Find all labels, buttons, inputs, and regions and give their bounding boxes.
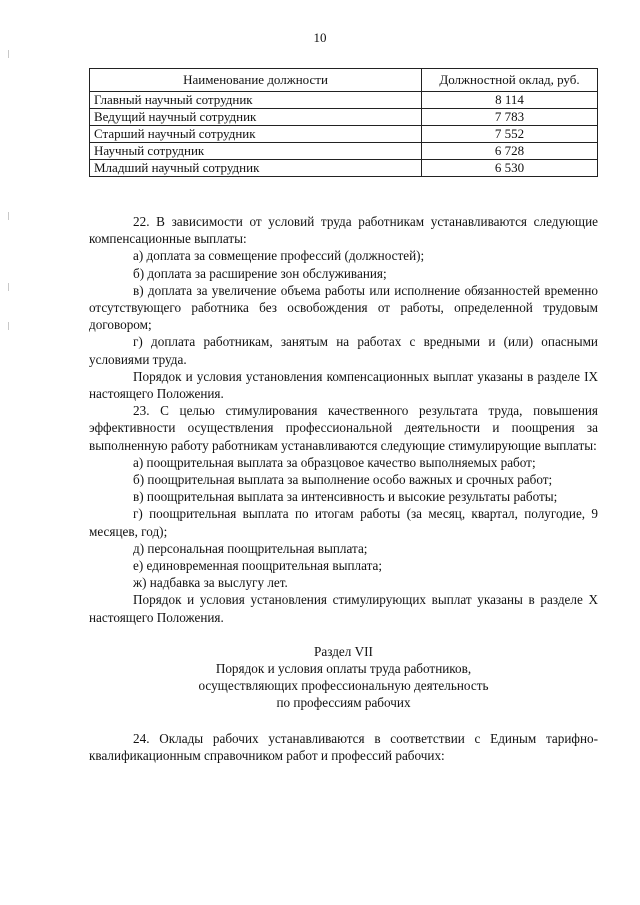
salary-cell: 7 783	[422, 109, 598, 126]
position-cell: Старший научный сотрудник	[90, 126, 422, 143]
column-header-salary: Должностной оклад, руб.	[422, 69, 598, 92]
salary-cell: 7 552	[422, 126, 598, 143]
table-row	[90, 160, 598, 177]
position-cell: Главный научный сотрудник	[90, 92, 422, 109]
section-title-line: осуществляющих профессиональную деятельность	[198, 678, 489, 694]
list-item: в) доплата за увеличение объема работы или исполнение обязанностей временно отсутствующего работника без освобождения от работы, определенной трудовым договором;	[89, 282, 598, 333]
scan-margin-mark	[8, 283, 9, 291]
document-body	[89, 213, 598, 764]
scan-margin-mark	[8, 50, 9, 58]
salary-table	[89, 68, 598, 177]
list-item: а) поощрительная выплата за образцовое качество выполняемых работ;	[133, 454, 536, 470]
list-item: б) доплата за расширение зон обслуживания;	[133, 265, 387, 281]
paragraph-22: 22. В зависимости от условий труда работникам устанавливаются следующие компенсационные выплаты:	[89, 214, 598, 247]
list-item: в) поощрительная выплата за интенсивность и высокие результаты работы;	[133, 489, 558, 505]
section-title-line: по профессиям рабочих	[276, 695, 411, 711]
scan-margin-mark	[8, 322, 9, 330]
section-title-line: Порядок и условия оплаты труда работников,	[215, 661, 472, 677]
list-item: б) поощрительная выплата за выполнение особо важных и срочных работ;	[133, 472, 553, 488]
list-item: г) доплата работникам, занятым на работах с вредными и (или) опасными условиями труда.	[89, 334, 598, 367]
list-item: г) поощрительная выплата по итогам работы (за месяц, квартал, полугодие, 9 месяцев, год);	[89, 506, 598, 539]
position-cell: Ведущий научный сотрудник	[90, 109, 422, 126]
table-row	[90, 143, 598, 160]
salary-cell: 6 530	[422, 160, 598, 177]
column-header-position: Наименование должности	[90, 69, 422, 92]
section-label: Раздел VII	[314, 643, 373, 659]
scan-margin-mark	[8, 212, 9, 220]
salary-cell: 8 114	[422, 92, 598, 109]
list-item: е) единовременная поощрительная выплата;	[133, 558, 383, 574]
paragraph-23: 23. С целью стимулирования качественного результата труда, повышения эффективности осуществления профессиональной деятельности и поощрения за выполненную работу работникам устанавливаются следующие стимулирующие выплаты:	[89, 403, 598, 453]
salary-cell: 6 728	[422, 143, 598, 160]
list-item: д) персональная поощрительная выплата;	[133, 540, 368, 556]
page-number: 10	[313, 30, 327, 45]
list-item: а) доплата за совмещение профессий (должностей);	[133, 248, 425, 264]
paragraph-22-reference: Порядок и условия установления компенсационных выплат указаны в разделе IX настоящего Положения.	[89, 368, 598, 402]
table-header-row	[90, 69, 598, 92]
table-row	[90, 126, 598, 143]
table-row	[90, 109, 598, 126]
table-row	[90, 92, 598, 109]
position-cell: Научный сотрудник	[90, 143, 422, 160]
paragraph-23-reference: Порядок и условия установления стимулирующих выплат указаны в разделе X настоящего Положения.	[89, 592, 598, 625]
position-cell: Младший научный сотрудник	[90, 160, 422, 177]
paragraph-24: 24. Оклады рабочих устанавливаются в соответствии с Единым тарифно-квалификационным справочником работ и профессий рабочих:	[89, 730, 598, 763]
list-item: ж) надбавка за выслугу лет.	[133, 575, 288, 591]
